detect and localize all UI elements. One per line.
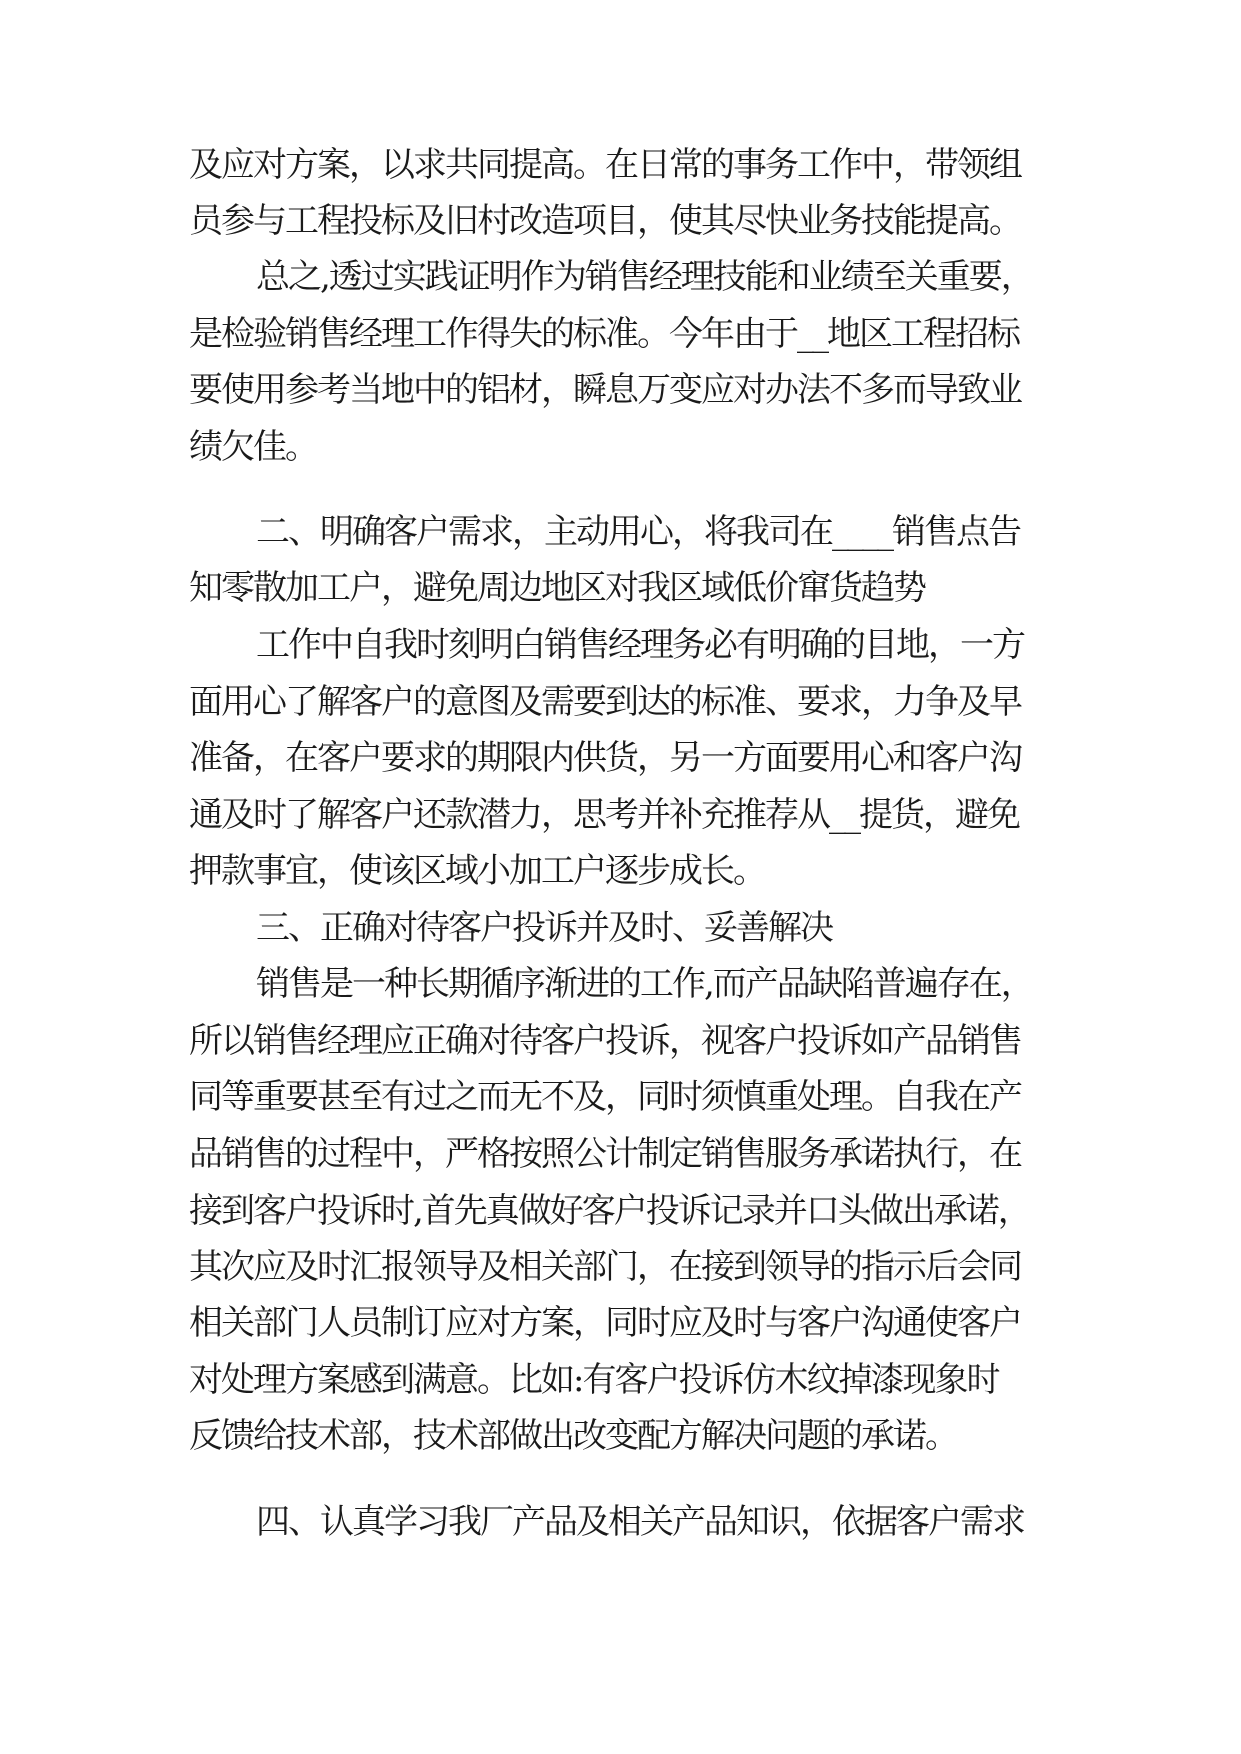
text-line: 要使用参考当地中的铝材，瞬息万变应对办法不多而导致业 bbox=[189, 370, 1021, 410]
text-line: 总之,透过实践证明作为销售经理技能和业绩至关重要， bbox=[256, 257, 1033, 297]
text-line: 销售是一种长期循序渐进的工作,而产品缺陷普遍存在， bbox=[256, 964, 1033, 1004]
text-line: 工作中自我时刻明白销售经理务必有明确的目地，一方 bbox=[256, 625, 1024, 665]
text-line: 所以销售经理应正确对待客户投诉，视客户投诉如产品销售 bbox=[189, 1021, 1021, 1061]
text-line: 二、明确客户需求，主动用心，将我司在____销售点告 bbox=[256, 512, 1020, 552]
text-line: 绩欠佳。 bbox=[189, 427, 317, 467]
text-line: 三、正确对待客户投诉并及时、妥善解决 bbox=[256, 908, 832, 948]
text-line: 其次应及时汇报领导及相关部门，在接到领导的指示后会同 bbox=[189, 1247, 1021, 1287]
text-line: 及应对方案，以求共同提高。在日常的事务工作中，带领组 bbox=[189, 145, 1021, 185]
text-line: 接到客户投诉时,首先真做好客户投诉记录并口头做出承诺， bbox=[189, 1191, 1030, 1231]
text-line: 相关部门人员制订应对方案，同时应及时与客户沟通使客户 bbox=[189, 1303, 1021, 1343]
text-line: 押款事宜，使该区域小加工户逐步成长。 bbox=[189, 851, 765, 891]
text-line: 品销售的过程中，严格按照公计制定销售服务承诺执行，在 bbox=[189, 1134, 1021, 1174]
text-line: 反馈给技术部，技术部做出改变配方解决问题的承诺。 bbox=[189, 1416, 957, 1456]
text-line: 知零散加工户，避免周边地区对我区域低价窜货趋势 bbox=[189, 568, 925, 608]
text-line: 面用心了解客户的意图及需要到达的标准、要求，力争及早 bbox=[189, 682, 1021, 722]
text-line: 准备，在客户要求的期限内供货，另一方面要用心和客户沟 bbox=[189, 738, 1021, 778]
text-line: 通及时了解客户还款潜力，思考并补充推荐从__提货，避免 bbox=[189, 795, 1019, 835]
text-line: 员参与工程投标及旧村改造项目，使其尽快业务技能提高。 bbox=[189, 201, 1021, 241]
text-line: 同等重要甚至有过之而无不及，同时须慎重处理。自我在产 bbox=[189, 1077, 1021, 1117]
text-line: 对处理方案感到满意。比如:有客户投诉仿木纹掉漆现象时 bbox=[189, 1360, 999, 1400]
text-line: 四、认真学习我厂产品及相关产品知识，依据客户需求 bbox=[256, 1502, 1024, 1542]
text-line: 是检验销售经理工作得失的标准。今年由于__地区工程招标 bbox=[189, 314, 1019, 354]
